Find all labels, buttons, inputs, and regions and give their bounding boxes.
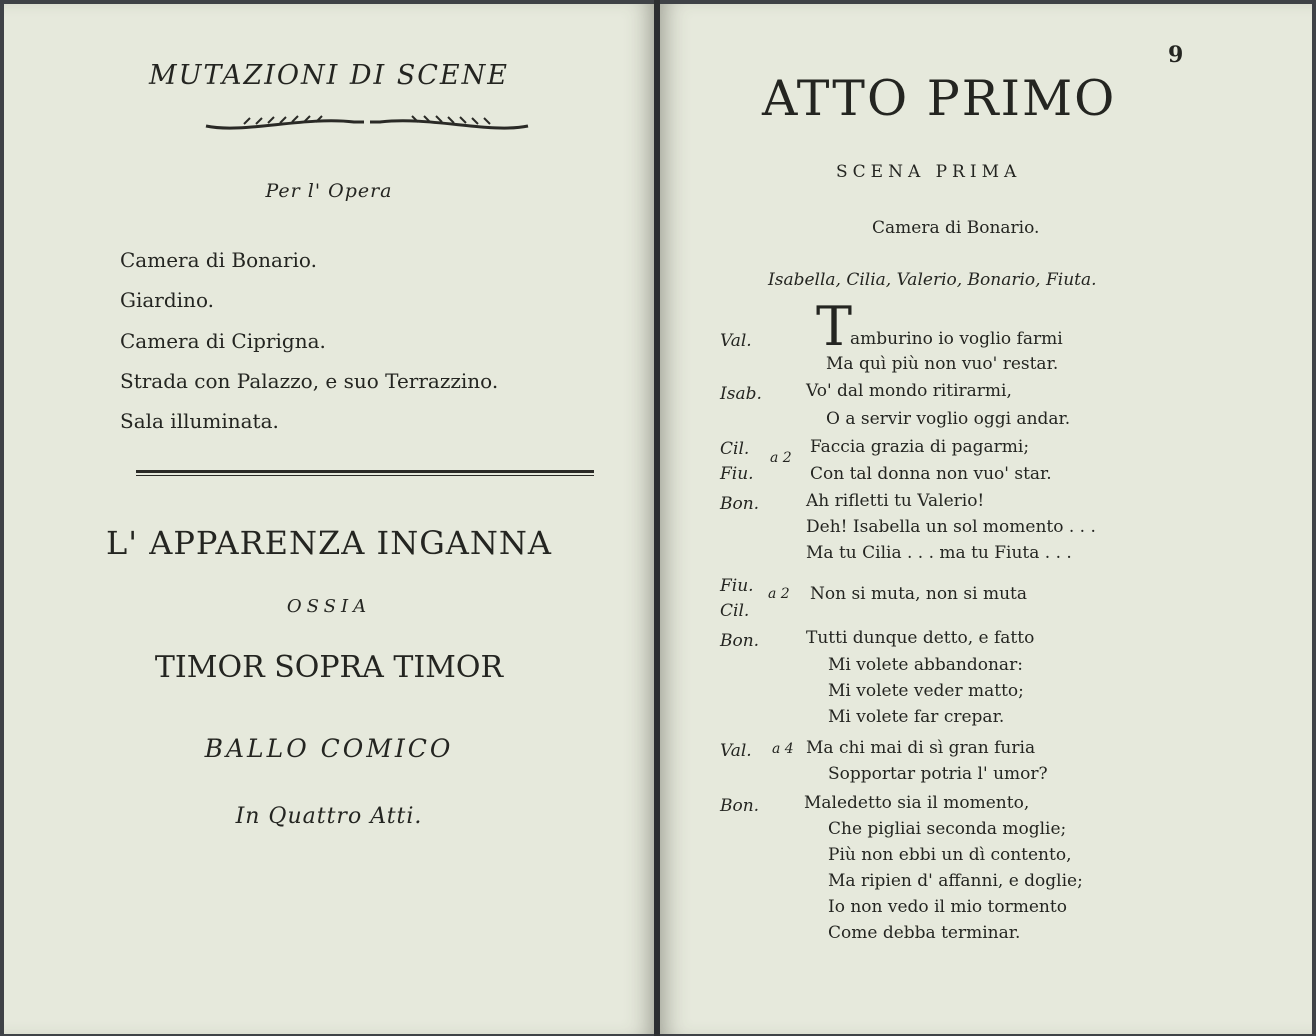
verse-line: Faccia grazia di pagarmi; xyxy=(810,437,1030,457)
scene-item: Sala illuminata. xyxy=(120,409,279,433)
verse-line: Deh! Isabella un sol momento . . . xyxy=(806,517,1096,537)
verse-line: Mi volete veder matto; xyxy=(828,681,1024,701)
right-page xyxy=(660,4,1312,1034)
scene-item: Camera di Ciprigna. xyxy=(120,329,326,353)
speaker-label: Bon. xyxy=(720,494,760,514)
speaker-label: Cil. xyxy=(720,601,750,621)
acts-count: In Quattro Atti. xyxy=(235,804,423,829)
page-number: 9 xyxy=(1168,42,1184,68)
characters-list: Isabella, Cilia, Valerio, Bonario, Fiuta. xyxy=(768,270,1097,290)
verse-line: O a servir voglio oggi andar. xyxy=(826,409,1071,429)
ballet-type: BALLO COMICO xyxy=(204,734,454,763)
ensemble-mark: a 2 xyxy=(768,586,790,602)
ballet-subtitle: TIMOR SOPRA TIMOR xyxy=(154,650,504,685)
verse-line: Non si muta, non si muta xyxy=(810,584,1028,604)
verse-line: Tutti dunque detto, e fatto xyxy=(806,628,1035,648)
verse-line: Ma ripien d' affanni, e doglie; xyxy=(828,871,1083,891)
ensemble-mark: a 4 xyxy=(772,741,794,757)
verse-line: Mi volete abbandonar: xyxy=(828,655,1023,675)
verse-line: Mi volete far crepar. xyxy=(828,707,1005,727)
opera-subheading: Per l' Opera xyxy=(265,180,393,202)
scene-item: Camera di Bonario. xyxy=(120,248,317,272)
verse-line: Come debba terminar. xyxy=(828,923,1021,943)
act-title: ATTO PRIMO xyxy=(762,70,1117,127)
speaker-label: Bon. xyxy=(720,631,760,651)
scene-item: Strada con Palazzo, e suo Terrazzino. xyxy=(120,369,499,393)
verse-line: Ma chi mai di sì gran furia xyxy=(806,738,1036,758)
speaker-label: Cil. xyxy=(720,439,750,459)
left-page xyxy=(4,4,654,1034)
verse-line: Io non vedo il mio tormento xyxy=(828,897,1067,917)
drop-cap: T xyxy=(816,295,853,358)
verse-line: Che pigliai seconda moglie; xyxy=(828,819,1067,839)
verse-line: Sopportar potria l' umor? xyxy=(828,764,1048,784)
speaker-label: Val. xyxy=(720,331,752,351)
speaker-label: Fiu. xyxy=(720,576,754,596)
verse-line: Maledetto sia il momento, xyxy=(804,793,1030,813)
verse-line: Ma quì più non vuo' restar. xyxy=(826,354,1059,374)
verse-line: Ma tu Cilia . . . ma tu Fiuta . . . xyxy=(806,543,1072,563)
ornament-divider xyxy=(204,110,530,136)
verse-line: Più non ebbi un dì contento, xyxy=(828,845,1072,865)
speaker-label: Isab. xyxy=(720,384,762,404)
verse-line: amburino io voglio farmi xyxy=(850,329,1063,349)
verse-line: Ah rifletti tu Valerio! xyxy=(806,491,985,511)
speaker-label: Val. xyxy=(720,741,752,761)
ensemble-mark: a 2 xyxy=(770,450,792,466)
scene-setting: Camera di Bonario. xyxy=(872,218,1040,238)
double-rule xyxy=(136,470,594,476)
scene-item: Giardino. xyxy=(120,288,214,312)
scene-changes-heading: MUTAZIONI DI SCENE xyxy=(149,60,509,91)
speaker-label: Fiu. xyxy=(720,464,754,484)
verse-line: Con tal donna non vuo' star. xyxy=(810,464,1052,484)
scene-title: SCENA PRIMA xyxy=(836,162,1022,182)
speaker-label: Bon. xyxy=(720,796,760,816)
verse-line: Vo' dal mondo ritirarmi, xyxy=(806,381,1012,401)
ossia-label: OSSIA xyxy=(286,596,372,617)
ballet-title: L' APPARENZA INGANNA xyxy=(106,524,552,562)
